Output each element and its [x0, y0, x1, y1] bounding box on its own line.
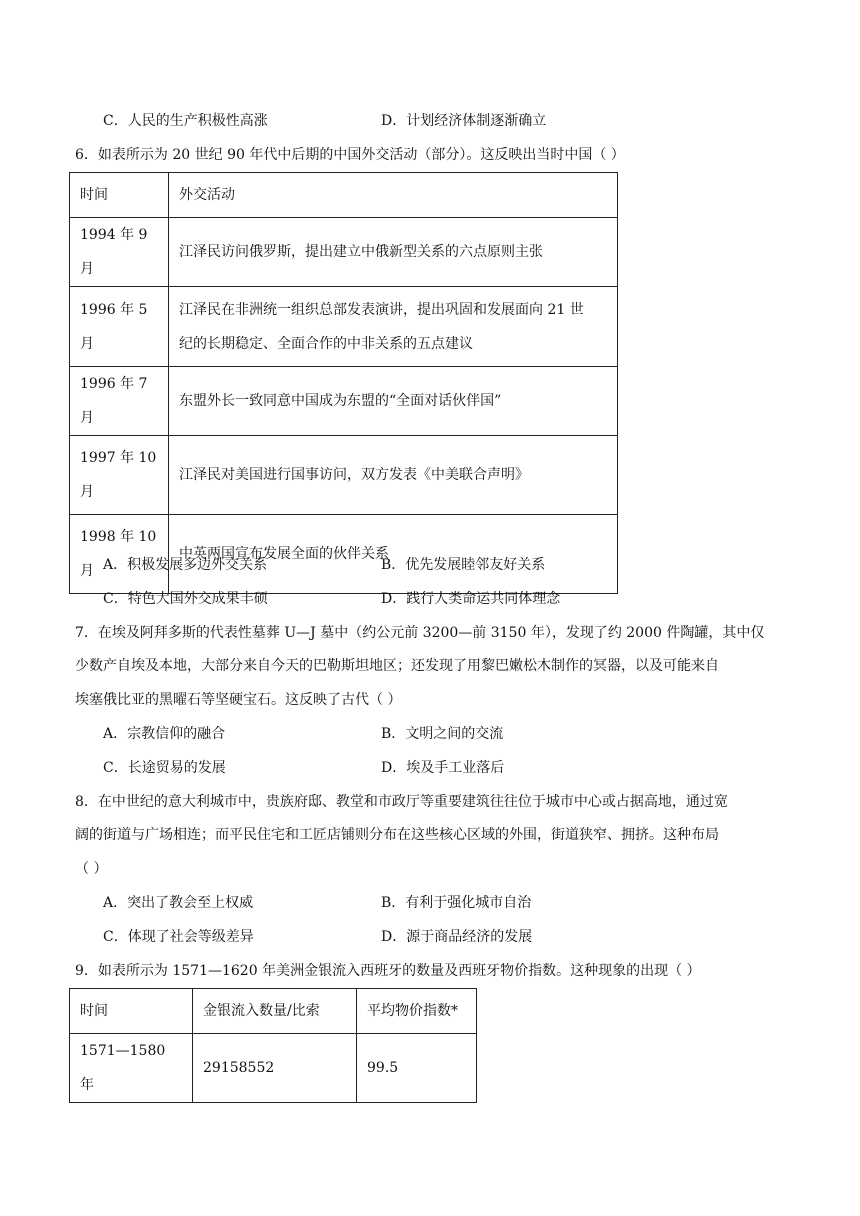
q6-row5-time-line1: 1998 年 10	[80, 529, 157, 545]
table-row	[70, 218, 618, 287]
q8-option-a[interactable]: A．突出了教会至上权威	[103, 895, 254, 911]
q6-header-time: 时间	[70, 173, 169, 218]
q9-header-time: 时间	[70, 989, 193, 1034]
q6-option-c[interactable]: C．特色大国外交成果丰硕	[103, 591, 268, 607]
q7-stem-line1: 7．在埃及阿拜多斯的代表性墓葬 U—J 墓中（约公元前 3200—前 3150 年），发现了约 2000 件陶罐，其中仅	[75, 625, 765, 641]
table-row	[70, 436, 618, 515]
q6-table-header-row	[70, 173, 618, 218]
q7-option-d[interactable]: D．埃及手工业落后	[381, 760, 505, 776]
q6-row1-time: 1994 年 9 月	[70, 218, 169, 287]
q8-option-d[interactable]: D．源于商品经济的发展	[381, 929, 533, 945]
q6-row1-activity: 江泽民访问俄罗斯，提出建立中俄新型关系的六点原则主张	[169, 218, 618, 287]
q6-row2-time: 1996 年 5 月	[70, 287, 169, 367]
table-row	[70, 367, 618, 436]
q7-stem-line2: 少数产自埃及本地，大部分来自今天的巴勒斯坦地区；还发现了用黎巴嫩松木制作的冥器，以及可能来自	[75, 658, 719, 674]
prev-option-d: D．计划经济体制逐渐确立	[381, 113, 547, 129]
q9-row1-price-index: 99.5	[357, 1034, 477, 1103]
q6-row5-activity: 中英两国宣布发展全面的伙伴关系	[169, 515, 618, 594]
q6-option-d[interactable]: D．践行人类命运共同体理念	[381, 591, 561, 607]
prev-option-c: C．人民的生产积极性高涨	[103, 113, 268, 129]
q6-row5-time-line2: 月	[80, 563, 94, 579]
q8-stem-line1: 8．在中世纪的意大利城市中，贵族府邸、教堂和市政厅等重要建筑往往位于城市中心或占据高地，通过宽	[75, 794, 728, 810]
q6-row2-activity-line2: 纪的长期稳定、全面合作的中非关系的五点建议	[179, 335, 473, 352]
q7-option-a[interactable]: A．宗教信仰的融合	[103, 726, 226, 742]
q9-header-amount: 金银流入数量/比索	[193, 989, 357, 1034]
table-row	[70, 287, 618, 367]
q7-stem-line3: 埃塞俄比亚的黑曜石等坚硬宝石。这反映了古代（ ）	[75, 692, 402, 708]
q6-stem: 6．如表所示为 20 世纪 90 年代中后期的中国外交活动（部分）。这反映出当时中国（ ）	[75, 147, 625, 163]
q9-stem: 9．如表所示为 1571—1620 年美洲金银流入西班牙的数量及西班牙物价指数。这种现象的出现（ ）	[75, 963, 701, 979]
q6-row3-time: 1996 年 7 月	[70, 367, 169, 436]
q8-option-b[interactable]: B．有利于强化城市自治	[381, 895, 532, 911]
q6-row5-time	[70, 515, 169, 594]
q6-option-a[interactable]: A．积极发展多边外交关系	[103, 557, 268, 573]
q6-row4-time	[70, 436, 169, 515]
q6-row2-activity-line1: 江泽民在非洲统一组织总部发表演讲，提出巩固和发展面向 21 世	[179, 301, 584, 318]
q6-row3-activity: 东盟外长一致同意中国成为东盟的“全面对话伙伴国”	[169, 367, 618, 436]
q9-row1-amount: 29158552	[193, 1034, 357, 1103]
q6-table	[69, 172, 618, 594]
q8-stem-line3: （ ）	[75, 861, 108, 877]
q6-row4-activity: 江泽民对美国进行国事访问，双方发表《中美联合声明》	[169, 436, 618, 515]
table-row	[70, 515, 618, 594]
q9-table	[69, 988, 477, 1103]
q6-row4-time-line2: 月	[80, 484, 94, 500]
q6-header-activity: 外交活动	[169, 173, 618, 218]
q6-option-b[interactable]: B．优先发展睦邻友好关系	[381, 557, 546, 573]
q6-row2-activity	[169, 287, 618, 367]
table-row	[70, 1034, 477, 1103]
q7-option-b[interactable]: B．文明之间的交流	[381, 726, 504, 742]
q7-option-c[interactable]: C．长途贸易的发展	[103, 760, 226, 776]
q6-row4-time-line1: 1997 年 10	[80, 450, 157, 466]
q9-row1-time: 1571—1580 年	[70, 1034, 193, 1103]
q8-option-c[interactable]: C．体现了社会等级差异	[103, 929, 254, 945]
q8-stem-line2: 阔的街道与广场相连；而平民住宅和工匠店铺则分布在这些核心区域的外围，街道狭窄、拥挤。这种布局	[75, 827, 719, 843]
q9-table-header-row	[70, 989, 477, 1034]
q9-header-price-index: 平均物价指数*	[357, 989, 477, 1034]
